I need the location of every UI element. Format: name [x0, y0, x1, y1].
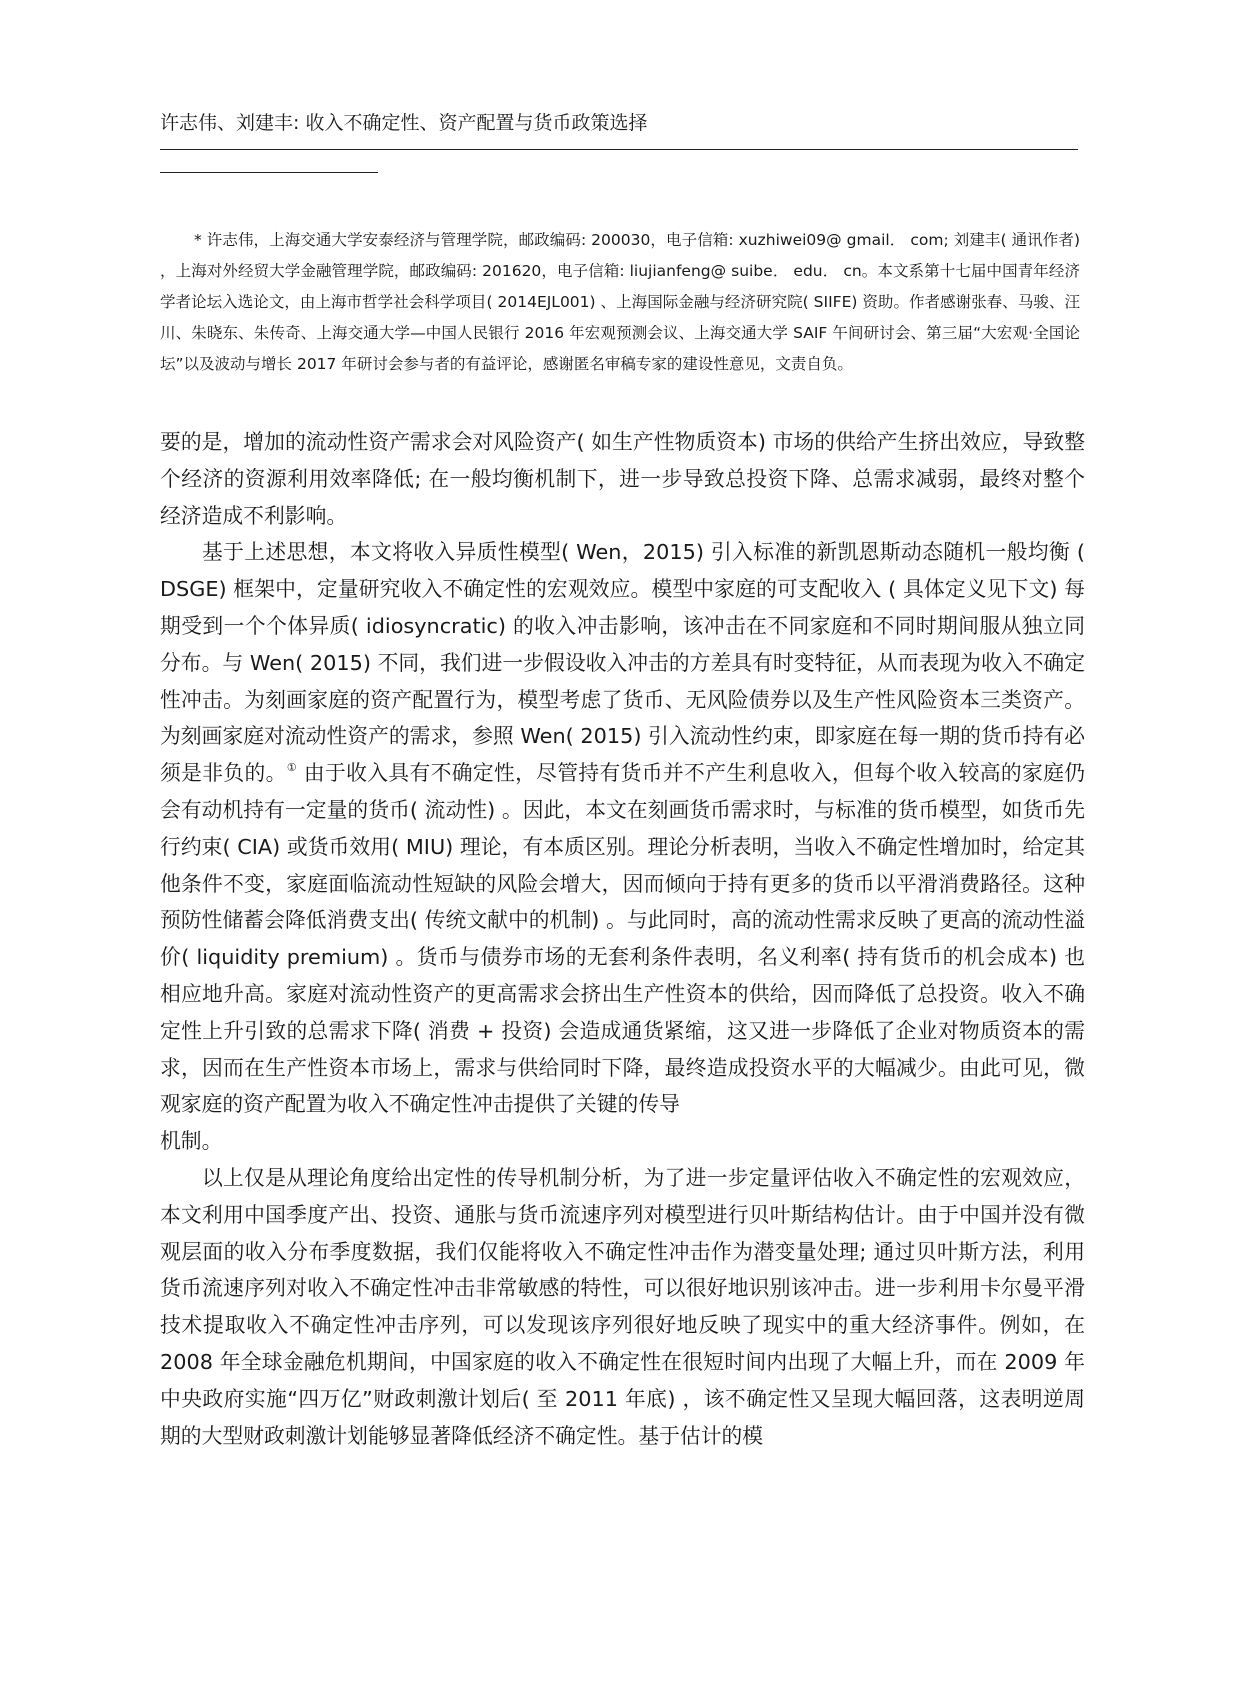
- main-body: [160, 424, 1085, 1454]
- paragraph-text-part-a: 基于上述思想，本文将收入异质性模型( Wen，2015) 引入标准的新凯恩斯动态随机一般均衡 ( DSGE) 框架中，定量研究收入不确定性的宏观效应。模型中家庭的可支配收入 ( 具体定义见下文) 每期受到一个个体异质( idiosyncratic) 的收入冲击影响，该冲击在不同家庭和不同时期间服从独立同分布。与 Wen( 2015) 不同，我们进一步假设收入冲击的方差具有时变特征，从而表现为收入不确定性冲击。为刻画家庭的资产配置行为，模型考虑了货币、无风险债券以及生产性风险资本三类资产。为刻画家庭对流动性资产的需求，参照 Wen( 2015) 引入流动性约束，即家庭在每一期的货币持有必须是非负的。: [160, 540, 1085, 786]
- paragraph-model-description: [160, 534, 1085, 1123]
- paragraph-estimation: 以上仅是从理论角度给出定性的传导机制分析，为了进一步定量评估收入不确定性的宏观效应，本文利用中国季度产出、投资、通胀与货币流速序列对模型进行贝叶斯结构估计。由于中国并没有微观层面的收入分布季度数据，我们仅能将收入不确定性冲击作为潜变量处理; 通过贝叶斯方法，利用货币流速序列对收入不确定性冲击非常敏感的特性，可以很好地识别该冲击。进一步利用卡尔曼平滑技术提取收入不确定性冲击序列，可以发现该序列很好地反映了现实中的重大经济事件。例如，在 2008 年全球金融危机期间，中国家庭的收入不确定性在很短时间内出现了大幅上升，而在 2009 年中央政府实施“四万亿”财政刺激计划后( 至 2011 年底) ，该不确定性又呈现大幅回落，这表明逆周期的大型财政刺激计划能够显著降低经济不确定性。基于估计的模: [160, 1165, 1085, 1448]
- footnote-marker: ①: [286, 761, 297, 775]
- paragraph-continuation: 要的是，增加的流动性资产需求会对风险资产( 如生产性物质资本) 市场的供给产生挤出效应，导致整个经济的资源利用效率降低; 在一般均衡机制下，进一步导致总投资下降、总需求减弱，最终对整个经济造成不利影响。: [160, 430, 1085, 528]
- paragraph-line-continuation: 机制。: [160, 1129, 223, 1154]
- footnote-separator: [160, 172, 378, 173]
- paragraph-text-part-b: 由于收入具有不确定性，尽管持有货币并不产生利息收入，但每个收入较高的家庭仍会有动机持有一定量的货币( 流动性) 。因此，本文在刻画货币需求时，与标准的货币模型，如货币先行约束( CIA) 或货币效用( MIU) 理论，有本质区别。理论分析表明，当收入不确定性增加时，给定其他条件不变，家庭面临流动性短缺的风险会增大，因而倾向于持有更多的货币以平滑消费路径。这种预防性储蓄会降低消费支出( 传统文献中的机制) 。与此同时，高的流动性需求反映了更高的流动性溢价( liquidity premium) 。货币与债券市场的无套利条件表明，名义利率( 持有货币的机会成本) 也相应地升高。家庭对流动性资产的更高需求会挤出生产性资本的供给，因而降低了总投资。收入不确定性上升引致的总需求下降( 消费 + 投资) 会造成通货紧缩，这又进一步降低了企业对物质资本的需求，因而在生产性资本市场上，需求与供给同时下降，最终造成投资水平的大幅减少。由此可见，微观家庭的资产配置为收入不确定性冲击提供了关键的传导: [160, 761, 1085, 1117]
- header-rule: [160, 149, 1078, 150]
- running-title: 许志伟、刘建丰: 收入不确定性、资产配置与货币政策选择: [160, 112, 648, 134]
- author-footnote: * 许志伟，上海交通大学安泰经济与管理学院，邮政编码: 200030，电子信箱: xuzhiwei09@ gmail． com; 刘建丰( 通讯作者) ，上海对外经贸大学金融管理学院，邮政编码: 201620，电子信箱: liujianfeng@ suibe． edu． cn。本文系第十七届中国青年经济学者论坛入选论文，由上海市哲学社会科学项目( 2014EJL001) 、上海国际金融与经济研究院( SIIFE) 资助。作者感谢张春、马骏、汪川、朱晓东、朱传奇、上海交通大学—中国人民银行 2016 年宏观预测会议、上海交通大学 SAIF 午间研讨会、第三届“大宏观·全国论坛”以及波动与增长 2017 年研讨会参与者的有益评论，感谢匿名审稿专家的建设性意见，文责自负。: [160, 231, 1080, 373]
